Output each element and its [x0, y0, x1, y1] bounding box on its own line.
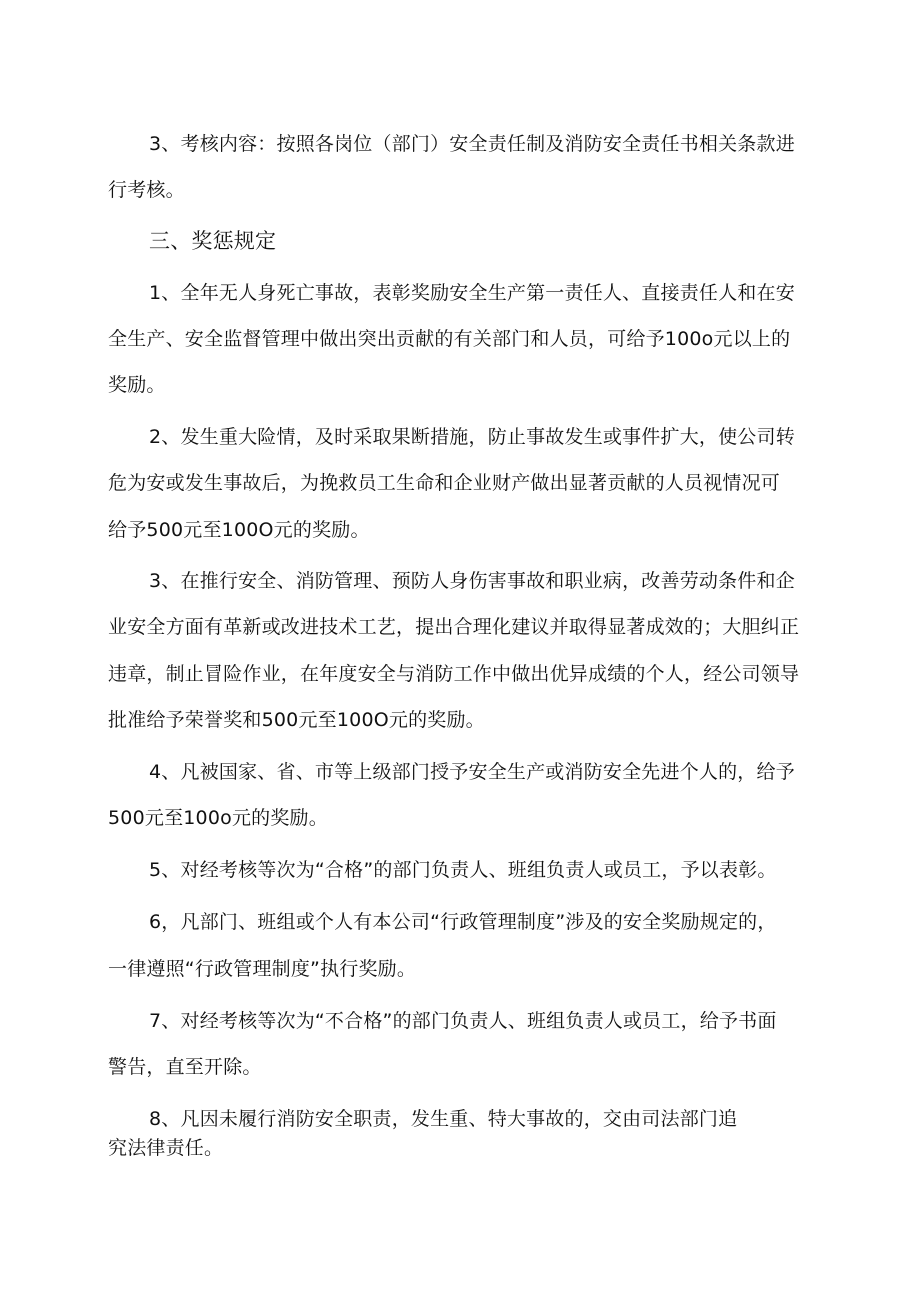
- paragraph-5-line-1: 5、对经考核等次为“合格”的部门负责人、班组负责人或员工，予以表彰。: [149, 859, 777, 881]
- paragraph-2-line-1: 2、发生重大险情，及时采取果断措施，防止事故发生或事件扩大，使公司转: [149, 426, 795, 448]
- paragraph-8-line-1: 8、凡因未履行消防安全职责，发生重、特大事故的，交由司法部门追: [149, 1108, 738, 1130]
- paragraph-4-line-2: 500元至100o元的奖励。: [108, 807, 328, 829]
- paragraph-1-line-1: 1、全年无人身死亡事故，表彰奖励安全生产第一责任人、直接责任人和在安: [149, 282, 795, 304]
- paragraph-6-line-2: 一律遵照“行政管理制度”执行奖励。: [108, 958, 417, 980]
- paragraph-1-line-3: 奖励。: [108, 374, 166, 396]
- paragraph-3-line-2: 业安全方面有革新或改进技术工艺，提出合理化建议并取得显著成效的；大胆纠正: [108, 616, 800, 638]
- paragraph-7-line-2: 警告，直至开除。: [108, 1056, 262, 1078]
- paragraph-6-line-1: 6，凡部门、班组或个人有本公司“行政管理制度”涉及的安全奖励规定的，: [149, 911, 777, 933]
- paragraph-1-line-2: 全生产、安全监督管理中做出突出贡献的有关部门和人员，可给予100o元以上的: [108, 328, 791, 350]
- section-heading: 三、奖惩规定: [149, 229, 277, 253]
- paragraph-3-line-3: 违章，制止冒险作业，在年度安全与消防工作中做出优异成绩的个人，经公司领导: [108, 663, 800, 685]
- paragraph-7-line-1: 7、对经考核等次为“不合格”的部门负责人、班组负责人或员工，给予书面: [149, 1010, 777, 1032]
- paragraph-4-line-1: 4、凡被国家、省、市等上级部门授予安全生产或消防安全先进个人的，给予: [149, 761, 795, 783]
- paragraph-2-line-2: 危为安或发生事故后，为挽救员工生命和企业财产做出显著贡献的人员视情况可: [108, 472, 781, 494]
- item-3-assessment-line-2: 行考核。: [108, 179, 185, 201]
- paragraph-8-line-2: 究法律责任。: [108, 1137, 224, 1159]
- item-3-assessment-line-1: 3、考核内容：按照各岗位（部门）安全责任制及消防安全责任书相关条款进: [149, 133, 795, 155]
- paragraph-3-line-4: 批准给予荣誉奖和500元至100O元的奖励。: [108, 709, 485, 731]
- paragraph-3-line-1: 3、在推行安全、消防管理、预防人身伤害事故和职业病，改善劳动条件和企: [149, 570, 795, 592]
- paragraph-2-line-3: 给予500元至100O元的奖励。: [108, 519, 370, 541]
